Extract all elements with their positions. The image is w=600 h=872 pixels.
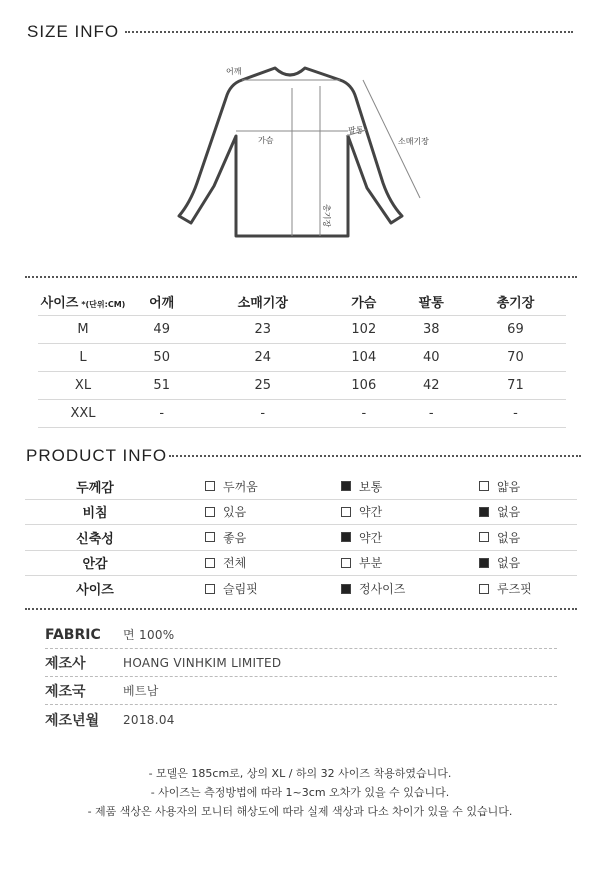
garment-diagram [170, 58, 450, 243]
value-cell: - [195, 399, 330, 427]
fabric-row [45, 677, 557, 705]
product-row [25, 525, 577, 551]
checked-box-icon [341, 532, 351, 542]
fabric-row [45, 649, 557, 677]
checked-box-icon [479, 558, 489, 568]
value-cell: 69 [465, 315, 566, 343]
option-label: 두꺼움 [223, 479, 258, 494]
checkbox-icon [479, 481, 489, 491]
size-info-title: SIZE INFO [27, 22, 120, 41]
value-cell: - [128, 399, 195, 427]
value-cell: 102 [330, 315, 397, 343]
section-divider [25, 276, 577, 278]
notes [0, 764, 600, 821]
fabric-key: FABRIC [45, 626, 101, 643]
section-divider [25, 608, 577, 610]
fabric-key: 제조사 [45, 655, 86, 672]
product-info-heading [26, 446, 581, 466]
checkbox-icon [479, 532, 489, 542]
product-row [25, 474, 577, 500]
row-label: 사이즈 [76, 583, 114, 599]
row-label: 두께감 [76, 480, 114, 496]
value-cell: 70 [465, 343, 566, 371]
option [341, 554, 382, 571]
checkbox-icon [205, 584, 215, 594]
table-row [38, 371, 566, 399]
option [479, 554, 520, 571]
size-table [38, 288, 566, 428]
fabric-row [45, 706, 557, 734]
col-header: 소매기장 [195, 288, 330, 315]
table-row [38, 315, 566, 343]
note-line: - 사이즈는 측정방법에 따라 1~3cm 오차가 있을 수 있습니다. [150, 786, 450, 799]
option [205, 529, 246, 546]
size-cell: M [38, 315, 128, 343]
option [205, 503, 246, 520]
checked-box-icon [479, 507, 489, 517]
value-cell: 49 [128, 315, 195, 343]
value-cell: 25 [195, 371, 330, 399]
checkbox-icon [205, 481, 215, 491]
fabric-row [45, 621, 557, 649]
unit-note: *(단위:CM) [81, 299, 126, 309]
col-header: 가슴 [330, 288, 397, 315]
arm-width-label: 팔통 [348, 126, 364, 135]
value-cell: 42 [398, 371, 465, 399]
option-label: 루즈핏 [497, 582, 532, 597]
value-cell: 104 [330, 343, 397, 371]
option [479, 529, 520, 546]
row-label: 비침 [82, 506, 108, 522]
option-label: 없음 [497, 556, 521, 571]
option-label: 전체 [223, 556, 247, 571]
option-label: 없음 [497, 530, 521, 545]
shoulder-label: 어깨 [226, 67, 242, 76]
size-cell: L [38, 343, 128, 371]
col-header: 총기장 [465, 288, 566, 315]
value-cell: 71 [465, 371, 566, 399]
fabric-value: 베트남 [123, 684, 159, 698]
checked-box-icon [341, 481, 351, 491]
size-info-heading [27, 22, 573, 42]
sleeve-length-label: 소매기장 [398, 137, 429, 146]
table-row [38, 343, 566, 371]
option [341, 503, 382, 520]
option-label: 얇음 [497, 479, 521, 494]
option-label: 보통 [359, 479, 383, 494]
checkbox-icon [479, 584, 489, 594]
option [205, 478, 258, 495]
option [205, 580, 258, 597]
note-line: - 제품 색상은 사용자의 모니터 해상도에 따라 실제 색상과 다소 차이가 있을 수 있습니다. [87, 805, 513, 818]
fabric-value: HOANG VINHKIM LIMITED [123, 655, 282, 670]
col-header: 팔통 [398, 288, 465, 315]
value-cell: 40 [398, 343, 465, 371]
checkbox-icon [341, 507, 351, 517]
value-cell: - [330, 399, 397, 427]
jacket-outline-icon [170, 58, 450, 243]
option-label: 정사이즈 [359, 582, 406, 597]
col-header: 어깨 [128, 288, 195, 315]
product-row [25, 500, 577, 526]
option [479, 478, 520, 495]
size-cell: XL [38, 371, 128, 399]
value-cell: 51 [128, 371, 195, 399]
option [205, 554, 246, 571]
size-cell: XXL [38, 399, 128, 427]
heading-divider [125, 31, 573, 33]
row-label: 신축성 [76, 531, 114, 547]
row-label: 안감 [82, 557, 108, 573]
option-label: 좋음 [223, 530, 247, 545]
value-cell: 23 [195, 315, 330, 343]
product-info-title: PRODUCT INFO [26, 446, 168, 465]
checkbox-icon [341, 558, 351, 568]
table-row [38, 399, 566, 427]
total-length-label: 총기장 [322, 204, 331, 228]
option-label: 약간 [359, 505, 383, 520]
value-cell: - [398, 399, 465, 427]
value-cell: 24 [195, 343, 330, 371]
size-header-label: 사이즈 [40, 295, 79, 311]
option-label: 약간 [359, 530, 383, 545]
option-label: 있음 [223, 505, 247, 520]
fabric-value: 2018.04 [123, 713, 175, 727]
option-label: 없음 [497, 505, 521, 520]
note-line: - 모델은 185cm로, 상의 XL / 하의 32 사이즈 착용하였습니다. [148, 767, 452, 780]
product-info-table [25, 474, 577, 602]
fabric-key: 제조국 [45, 683, 86, 700]
option-label: 부분 [359, 556, 383, 571]
value-cell: 38 [398, 315, 465, 343]
size-table-header [38, 288, 566, 315]
option [341, 529, 382, 546]
checkbox-icon [205, 558, 215, 568]
value-cell: 106 [330, 371, 397, 399]
option [341, 478, 382, 495]
product-row [25, 551, 577, 577]
checked-box-icon [341, 584, 351, 594]
chest-label: 가슴 [258, 136, 274, 145]
fabric-value: 면 100% [123, 628, 175, 642]
option [479, 580, 532, 597]
option-label: 슬림핏 [223, 582, 258, 597]
checkbox-icon [205, 507, 215, 517]
heading-divider [169, 455, 581, 457]
option [479, 503, 520, 520]
size-header [38, 288, 128, 315]
product-row [25, 576, 577, 602]
value-cell: 50 [128, 343, 195, 371]
fabric-key: 제조년월 [45, 713, 100, 729]
option [341, 580, 405, 597]
checkbox-icon [205, 532, 215, 542]
value-cell: - [465, 399, 566, 427]
